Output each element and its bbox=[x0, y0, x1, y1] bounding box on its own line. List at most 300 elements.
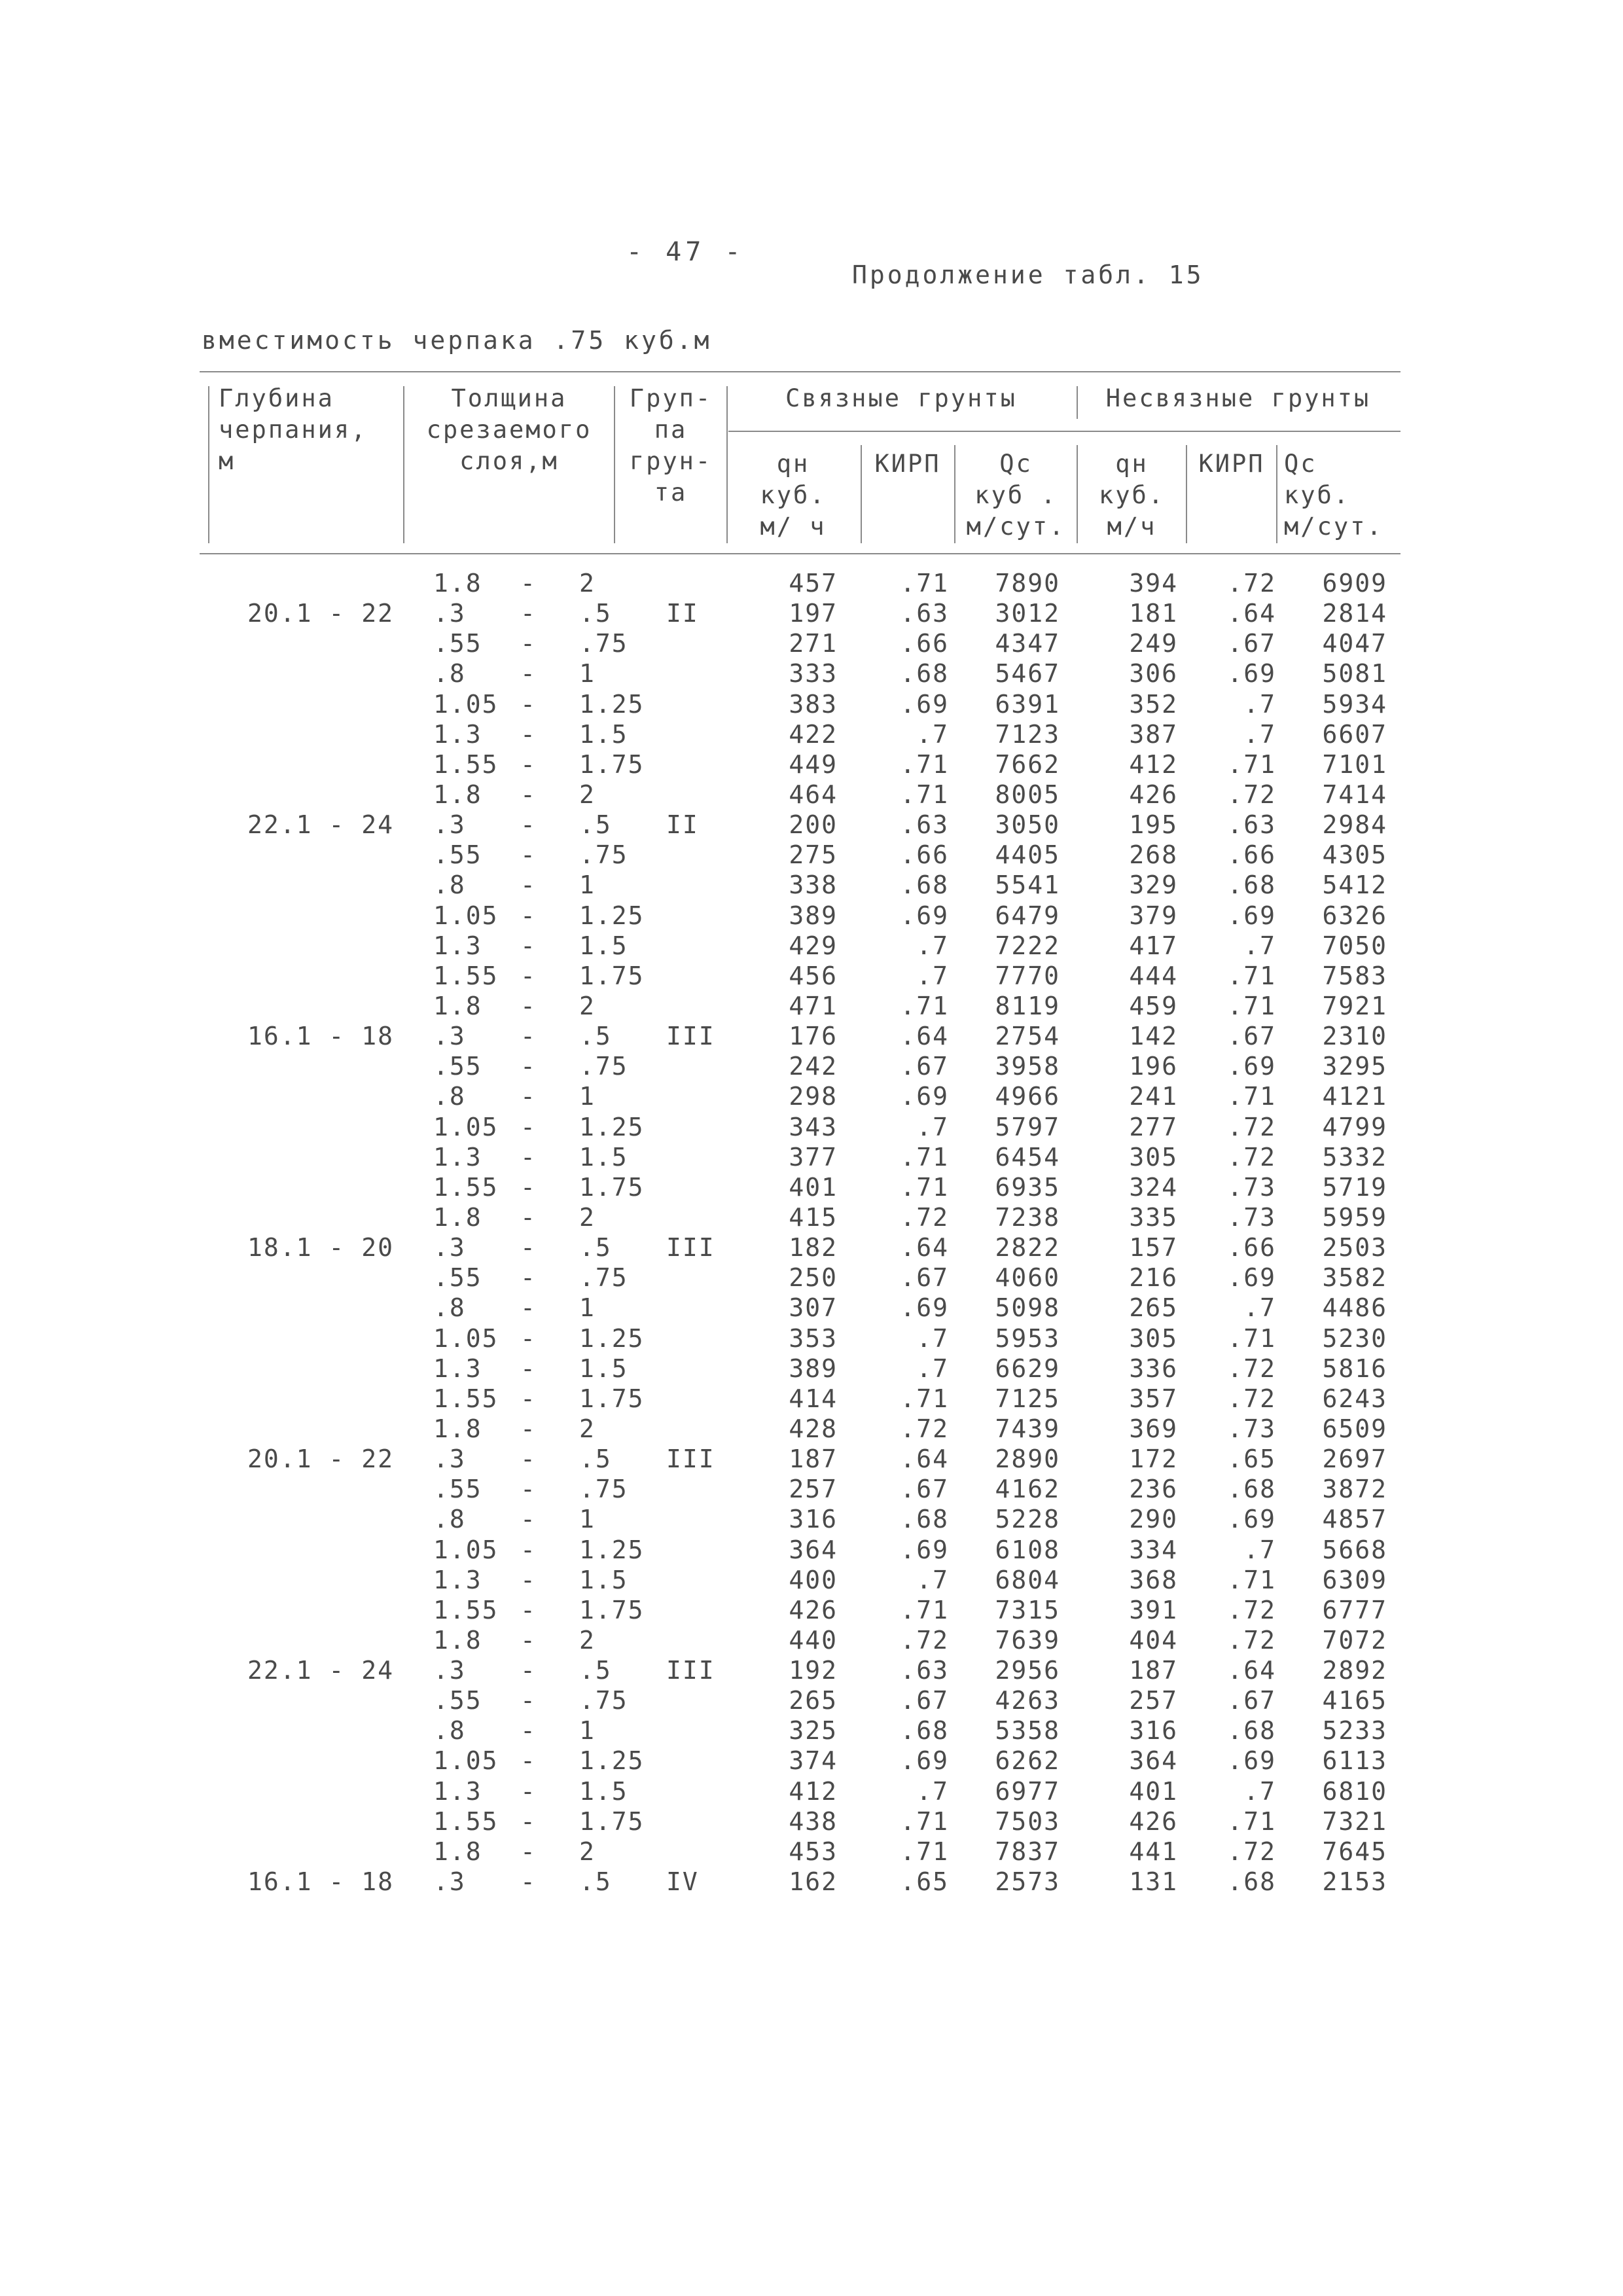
kirp-cohesive-cell: .66 bbox=[900, 840, 949, 870]
kirp-noncohesive-cell: .69 bbox=[1227, 659, 1276, 689]
qh-noncohesive-cell: 334 bbox=[1129, 1535, 1178, 1564]
qc-cohesive-cell: 4060 bbox=[995, 1263, 1060, 1293]
kirp-noncohesive-cell: .69 bbox=[1227, 1263, 1276, 1293]
kirp-cohesive-cell: .71 bbox=[900, 569, 949, 598]
thickness-to-cell: 2 bbox=[579, 1202, 596, 1232]
header-cohesive-soils: Связные грунты bbox=[785, 384, 1017, 412]
qh-noncohesive-cell: 417 bbox=[1129, 931, 1178, 960]
table-row bbox=[0, 991, 1623, 1021]
header-thickness: Толщина срезаемого слоя,м bbox=[426, 384, 592, 475]
thickness-to-cell: .75 bbox=[579, 840, 628, 870]
depth-cell: 20.1 - 22 bbox=[247, 1444, 394, 1474]
kirp-noncohesive-cell: .72 bbox=[1227, 1595, 1276, 1624]
qh-cohesive-cell: 383 bbox=[789, 689, 838, 719]
thickness-to-cell: .75 bbox=[579, 1686, 628, 1715]
thickness-from-cell: 1.3 bbox=[433, 1354, 482, 1383]
kirp-cohesive-cell: .67 bbox=[900, 1052, 949, 1081]
qc-noncohesive-cell: 6810 bbox=[1322, 1776, 1387, 1806]
qc-cohesive-cell: 2956 bbox=[995, 1656, 1060, 1685]
page-number: - 47 - bbox=[626, 237, 745, 267]
thickness-from-cell: 1.8 bbox=[433, 991, 482, 1020]
dash: - bbox=[520, 1323, 537, 1353]
qc-noncohesive-cell: 6243 bbox=[1322, 1384, 1387, 1413]
qh-cohesive-cell: 389 bbox=[789, 1354, 838, 1383]
qc-cohesive-cell: 6804 bbox=[995, 1565, 1060, 1594]
soil-group-cell: III bbox=[666, 1656, 715, 1685]
qc-noncohesive-cell: 6777 bbox=[1322, 1595, 1387, 1624]
kirp-cohesive-cell: .71 bbox=[900, 749, 949, 779]
qh-cohesive-cell: 333 bbox=[789, 659, 838, 689]
table-row bbox=[0, 628, 1623, 658]
qh-noncohesive-cell: 364 bbox=[1129, 1746, 1178, 1776]
qh-cohesive-cell: 457 bbox=[789, 569, 838, 598]
thickness-to-cell: 1.25 bbox=[579, 689, 645, 719]
thickness-from-cell: 1.3 bbox=[433, 719, 482, 749]
thickness-to-cell: .75 bbox=[579, 1263, 628, 1293]
qh-cohesive-cell: 456 bbox=[789, 961, 838, 990]
kirp-noncohesive-cell: .64 bbox=[1227, 1656, 1276, 1685]
qc-noncohesive-cell: 7414 bbox=[1322, 780, 1387, 809]
table-row bbox=[0, 1293, 1623, 1323]
qc-cohesive-cell: 5953 bbox=[995, 1323, 1060, 1353]
dash: - bbox=[520, 1293, 537, 1323]
qh-cohesive-cell: 265 bbox=[789, 1686, 838, 1715]
qh-cohesive-cell: 471 bbox=[789, 991, 838, 1020]
table-row bbox=[0, 658, 1623, 689]
thickness-to-cell: 1 bbox=[579, 1716, 596, 1746]
qh-cohesive-cell: 438 bbox=[789, 1806, 838, 1836]
qh-noncohesive-cell: 316 bbox=[1129, 1716, 1178, 1746]
qc-noncohesive-cell: 6326 bbox=[1322, 901, 1387, 930]
thickness-from-cell: .3 bbox=[433, 1444, 466, 1474]
thickness-from-cell: 1.05 bbox=[433, 1535, 499, 1564]
table-row bbox=[0, 598, 1623, 628]
kirp-noncohesive-cell: .72 bbox=[1227, 1354, 1276, 1383]
dash: - bbox=[520, 901, 537, 930]
table-row bbox=[0, 749, 1623, 780]
qc-noncohesive-cell: 7321 bbox=[1322, 1806, 1387, 1836]
table-row bbox=[0, 1323, 1623, 1354]
dash: - bbox=[520, 629, 537, 658]
qh-noncohesive-cell: 181 bbox=[1129, 599, 1178, 628]
kirp-noncohesive-cell: .71 bbox=[1227, 991, 1276, 1020]
thickness-to-cell: 2 bbox=[579, 1837, 596, 1866]
kirp-cohesive-cell: .63 bbox=[900, 599, 949, 628]
table-row bbox=[0, 901, 1623, 931]
kirp-noncohesive-cell: .73 bbox=[1227, 1414, 1276, 1443]
qc-cohesive-cell: 6977 bbox=[995, 1776, 1060, 1806]
thickness-to-cell: .5 bbox=[579, 1867, 612, 1897]
qh-cohesive-cell: 343 bbox=[789, 1112, 838, 1141]
thickness-from-cell: .3 bbox=[433, 1233, 466, 1263]
kirp-cohesive-cell: .68 bbox=[900, 870, 949, 900]
qc-cohesive-cell: 2754 bbox=[995, 1022, 1060, 1051]
qh-cohesive-cell: 453 bbox=[789, 1837, 838, 1866]
dash: - bbox=[520, 1505, 537, 1534]
table-row bbox=[0, 1384, 1623, 1414]
table-row bbox=[0, 961, 1623, 991]
thickness-from-cell: 1.8 bbox=[433, 1414, 482, 1443]
thickness-to-cell: 1.25 bbox=[579, 901, 645, 930]
qc-cohesive-cell: 4347 bbox=[995, 629, 1060, 658]
thickness-from-cell: 1.3 bbox=[433, 1565, 482, 1594]
qc-cohesive-cell: 4405 bbox=[995, 840, 1060, 870]
depth-cell: 22.1 - 24 bbox=[247, 810, 394, 840]
dash: - bbox=[520, 840, 537, 870]
thickness-from-cell: .3 bbox=[433, 1867, 466, 1897]
qh-noncohesive-cell: 172 bbox=[1129, 1444, 1178, 1474]
thickness-from-cell: .8 bbox=[433, 1505, 466, 1534]
dash: - bbox=[520, 1837, 537, 1866]
kirp-cohesive-cell: .71 bbox=[900, 991, 949, 1020]
table-row bbox=[0, 840, 1623, 870]
table-row bbox=[0, 1142, 1623, 1172]
header-depth: Глубина черпания, м bbox=[219, 384, 368, 475]
thickness-to-cell: 1 bbox=[579, 1082, 596, 1111]
table-row bbox=[0, 870, 1623, 900]
table-row bbox=[0, 1685, 1623, 1715]
dash: - bbox=[520, 749, 537, 779]
qc-noncohesive-cell: 7583 bbox=[1322, 961, 1387, 990]
thickness-from-cell: 1.05 bbox=[433, 689, 499, 719]
qh-noncohesive-cell: 379 bbox=[1129, 901, 1178, 930]
qc-cohesive-cell: 2890 bbox=[995, 1444, 1060, 1474]
qc-noncohesive-cell: 4305 bbox=[1322, 840, 1387, 870]
dash: - bbox=[520, 1535, 537, 1564]
thickness-to-cell: 1.75 bbox=[579, 1172, 645, 1202]
thickness-from-cell: 1.3 bbox=[433, 931, 482, 960]
header-group-rule bbox=[728, 431, 1400, 432]
kirp-noncohesive-cell: .7 bbox=[1243, 1535, 1276, 1564]
kirp-noncohesive-cell: .7 bbox=[1243, 1776, 1276, 1806]
thickness-to-cell: 1 bbox=[579, 659, 596, 689]
qh-noncohesive-cell: 268 bbox=[1129, 840, 1178, 870]
qc-cohesive-cell: 6479 bbox=[995, 901, 1060, 930]
qc-cohesive-cell: 7315 bbox=[995, 1595, 1060, 1624]
header-qc-noncohesive: Qc куб. м/сут. bbox=[1284, 450, 1383, 541]
qc-noncohesive-cell: 7050 bbox=[1322, 931, 1387, 960]
qc-noncohesive-cell: 2697 bbox=[1322, 1444, 1387, 1474]
thickness-to-cell: .75 bbox=[579, 629, 628, 658]
qc-noncohesive-cell: 5959 bbox=[1322, 1202, 1387, 1232]
kirp-cohesive-cell: .72 bbox=[900, 1625, 949, 1655]
kirp-cohesive-cell: .7 bbox=[916, 931, 949, 960]
kirp-noncohesive-cell: .68 bbox=[1227, 870, 1276, 900]
kirp-cohesive-cell: .69 bbox=[900, 1082, 949, 1111]
table-continuation-label: Продолжение табл. 15 bbox=[852, 260, 1204, 289]
qh-cohesive-cell: 414 bbox=[789, 1384, 838, 1413]
thickness-from-cell: .55 bbox=[433, 1263, 482, 1293]
qh-noncohesive-cell: 336 bbox=[1129, 1354, 1178, 1383]
qc-cohesive-cell: 8005 bbox=[995, 780, 1060, 809]
dash: - bbox=[520, 1475, 537, 1504]
qh-noncohesive-cell: 187 bbox=[1129, 1656, 1178, 1685]
kirp-cohesive-cell: .71 bbox=[900, 1172, 949, 1202]
table-row bbox=[0, 719, 1623, 749]
soil-group-cell: IV bbox=[666, 1867, 699, 1897]
kirp-noncohesive-cell: .65 bbox=[1227, 1444, 1276, 1474]
kirp-noncohesive-cell: .7 bbox=[1243, 719, 1276, 749]
qh-cohesive-cell: 364 bbox=[789, 1535, 838, 1564]
kirp-noncohesive-cell: .69 bbox=[1227, 1746, 1276, 1776]
kirp-noncohesive-cell: .68 bbox=[1227, 1716, 1276, 1746]
kirp-cohesive-cell: .63 bbox=[900, 1656, 949, 1685]
soil-group-cell: III bbox=[666, 1233, 715, 1263]
qc-noncohesive-cell: 5233 bbox=[1322, 1716, 1387, 1746]
qc-noncohesive-cell: 2503 bbox=[1322, 1233, 1387, 1263]
qc-noncohesive-cell: 2892 bbox=[1322, 1656, 1387, 1685]
thickness-to-cell: 2 bbox=[579, 780, 596, 809]
qc-cohesive-cell: 3050 bbox=[995, 810, 1060, 840]
qh-noncohesive-cell: 324 bbox=[1129, 1172, 1178, 1202]
kirp-noncohesive-cell: .72 bbox=[1227, 1837, 1276, 1866]
thickness-to-cell: 1.5 bbox=[579, 1776, 628, 1806]
qh-cohesive-cell: 353 bbox=[789, 1323, 838, 1353]
qc-cohesive-cell: 7125 bbox=[995, 1384, 1060, 1413]
dash: - bbox=[520, 1595, 537, 1624]
qh-cohesive-cell: 449 bbox=[789, 749, 838, 779]
dash: - bbox=[520, 1052, 537, 1081]
qh-noncohesive-cell: 352 bbox=[1129, 689, 1178, 719]
header-kirp-cohesive: КИРП bbox=[874, 450, 941, 478]
kirp-noncohesive-cell: .71 bbox=[1227, 749, 1276, 779]
kirp-noncohesive-cell: .71 bbox=[1227, 1323, 1276, 1353]
qc-cohesive-cell: 5541 bbox=[995, 870, 1060, 900]
table-row bbox=[0, 1354, 1623, 1384]
qh-noncohesive-cell: 306 bbox=[1129, 659, 1178, 689]
kirp-cohesive-cell: .71 bbox=[900, 1837, 949, 1866]
thickness-from-cell: 1.55 bbox=[433, 1384, 499, 1413]
thickness-from-cell: 1.8 bbox=[433, 1202, 482, 1232]
kirp-cohesive-cell: .69 bbox=[900, 689, 949, 719]
kirp-cohesive-cell: .72 bbox=[900, 1202, 949, 1232]
qc-cohesive-cell: 4966 bbox=[995, 1082, 1060, 1111]
qh-noncohesive-cell: 441 bbox=[1129, 1837, 1178, 1866]
qh-cohesive-cell: 412 bbox=[789, 1776, 838, 1806]
dash: - bbox=[520, 1656, 537, 1685]
thickness-from-cell: 1.05 bbox=[433, 901, 499, 930]
table-row bbox=[0, 1414, 1623, 1444]
qh-noncohesive-cell: 391 bbox=[1129, 1595, 1178, 1624]
qh-cohesive-cell: 298 bbox=[789, 1082, 838, 1111]
table-row bbox=[0, 1051, 1623, 1081]
table-row bbox=[0, 1504, 1623, 1534]
qc-noncohesive-cell: 3582 bbox=[1322, 1263, 1387, 1293]
qh-noncohesive-cell: 394 bbox=[1129, 569, 1178, 598]
depth-cell: 20.1 - 22 bbox=[247, 599, 394, 628]
table-row bbox=[0, 1112, 1623, 1142]
qh-cohesive-cell: 275 bbox=[789, 840, 838, 870]
kirp-noncohesive-cell: .69 bbox=[1227, 1052, 1276, 1081]
kirp-cohesive-cell: .7 bbox=[916, 1323, 949, 1353]
kirp-cohesive-cell: .64 bbox=[900, 1233, 949, 1263]
table-row bbox=[0, 1595, 1623, 1625]
thickness-to-cell: 1.5 bbox=[579, 931, 628, 960]
kirp-cohesive-cell: .63 bbox=[900, 810, 949, 840]
kirp-noncohesive-cell: .72 bbox=[1227, 1625, 1276, 1655]
thickness-from-cell: 1.8 bbox=[433, 780, 482, 809]
dash: - bbox=[520, 1625, 537, 1655]
soil-group-cell: II bbox=[666, 810, 699, 840]
table-row bbox=[0, 1655, 1623, 1685]
kirp-noncohesive-cell: .71 bbox=[1227, 1565, 1276, 1594]
thickness-from-cell: .3 bbox=[433, 599, 466, 628]
kirp-noncohesive-cell: .7 bbox=[1243, 931, 1276, 960]
qc-cohesive-cell: 5467 bbox=[995, 659, 1060, 689]
qh-noncohesive-cell: 335 bbox=[1129, 1202, 1178, 1232]
qc-cohesive-cell: 4162 bbox=[995, 1475, 1060, 1504]
dash: - bbox=[520, 1112, 537, 1141]
qh-noncohesive-cell: 459 bbox=[1129, 991, 1178, 1020]
thickness-to-cell: 1 bbox=[579, 1505, 596, 1534]
kirp-noncohesive-cell: .73 bbox=[1227, 1202, 1276, 1232]
dash: - bbox=[520, 1867, 537, 1897]
qc-noncohesive-cell: 5668 bbox=[1322, 1535, 1387, 1564]
qc-cohesive-cell: 6262 bbox=[995, 1746, 1060, 1776]
qh-noncohesive-cell: 444 bbox=[1129, 961, 1178, 990]
kirp-noncohesive-cell: .63 bbox=[1227, 810, 1276, 840]
qh-cohesive-cell: 374 bbox=[789, 1746, 838, 1776]
thickness-from-cell: .8 bbox=[433, 1082, 466, 1111]
table-row bbox=[0, 1625, 1623, 1655]
qc-noncohesive-cell: 3295 bbox=[1322, 1052, 1387, 1081]
dash: - bbox=[520, 1082, 537, 1111]
kirp-cohesive-cell: .69 bbox=[900, 1535, 949, 1564]
qc-noncohesive-cell: 5934 bbox=[1322, 689, 1387, 719]
qc-cohesive-cell: 7837 bbox=[995, 1837, 1060, 1866]
depth-cell: 16.1 - 18 bbox=[247, 1867, 394, 1897]
thickness-to-cell: 1.25 bbox=[579, 1746, 645, 1776]
qc-noncohesive-cell: 3872 bbox=[1322, 1475, 1387, 1504]
kirp-cohesive-cell: .67 bbox=[900, 1686, 949, 1715]
thickness-from-cell: .55 bbox=[433, 629, 482, 658]
kirp-cohesive-cell: .7 bbox=[916, 1565, 949, 1594]
thickness-to-cell: .75 bbox=[579, 1475, 628, 1504]
thickness-from-cell: 1.05 bbox=[433, 1746, 499, 1776]
thickness-from-cell: 1.8 bbox=[433, 1625, 482, 1655]
depth-cell: 22.1 - 24 bbox=[247, 1656, 394, 1685]
bucket-capacity-caption: вместимость черпака .75 куб.м bbox=[202, 326, 712, 355]
table-body bbox=[0, 568, 1623, 1897]
thickness-to-cell: 2 bbox=[579, 1625, 596, 1655]
kirp-cohesive-cell: .71 bbox=[900, 1384, 949, 1413]
table-row bbox=[0, 1444, 1623, 1474]
kirp-cohesive-cell: .71 bbox=[900, 1595, 949, 1624]
qh-cohesive-cell: 426 bbox=[789, 1595, 838, 1624]
qh-cohesive-cell: 428 bbox=[789, 1414, 838, 1443]
table-row bbox=[0, 1776, 1623, 1806]
thickness-to-cell: 1.5 bbox=[579, 719, 628, 749]
qh-noncohesive-cell: 195 bbox=[1129, 810, 1178, 840]
qc-cohesive-cell: 2822 bbox=[995, 1233, 1060, 1263]
thickness-from-cell: .55 bbox=[433, 840, 482, 870]
kirp-cohesive-cell: .69 bbox=[900, 901, 949, 930]
dash: - bbox=[520, 1806, 537, 1836]
kirp-noncohesive-cell: .7 bbox=[1243, 1293, 1276, 1323]
qh-noncohesive-cell: 236 bbox=[1129, 1475, 1178, 1504]
qh-cohesive-cell: 271 bbox=[789, 629, 838, 658]
kirp-noncohesive-cell: .72 bbox=[1227, 780, 1276, 809]
kirp-noncohesive-cell: .72 bbox=[1227, 569, 1276, 598]
dash: - bbox=[520, 689, 537, 719]
qh-cohesive-cell: 257 bbox=[789, 1475, 838, 1504]
qh-cohesive-cell: 176 bbox=[789, 1022, 838, 1051]
kirp-cohesive-cell: .67 bbox=[900, 1263, 949, 1293]
thickness-from-cell: .8 bbox=[433, 870, 466, 900]
qh-cohesive-cell: 316 bbox=[789, 1505, 838, 1534]
thickness-to-cell: 1.75 bbox=[579, 1595, 645, 1624]
qc-noncohesive-cell: 4857 bbox=[1322, 1505, 1387, 1534]
qh-cohesive-cell: 242 bbox=[789, 1052, 838, 1081]
qh-cohesive-cell: 401 bbox=[789, 1172, 838, 1202]
qh-cohesive-cell: 400 bbox=[789, 1565, 838, 1594]
qh-cohesive-cell: 187 bbox=[789, 1444, 838, 1474]
dash: - bbox=[520, 991, 537, 1020]
kirp-cohesive-cell: .7 bbox=[916, 719, 949, 749]
qc-noncohesive-cell: 4047 bbox=[1322, 629, 1387, 658]
table-row bbox=[0, 810, 1623, 840]
qc-cohesive-cell: 7890 bbox=[995, 569, 1060, 598]
thickness-to-cell: .5 bbox=[579, 1656, 612, 1685]
qc-noncohesive-cell: 6113 bbox=[1322, 1746, 1387, 1776]
kirp-noncohesive-cell: .69 bbox=[1227, 901, 1276, 930]
qc-noncohesive-cell: 6909 bbox=[1322, 569, 1387, 598]
qc-cohesive-cell: 6935 bbox=[995, 1172, 1060, 1202]
kirp-noncohesive-cell: .71 bbox=[1227, 1082, 1276, 1111]
kirp-cohesive-cell: .66 bbox=[900, 629, 949, 658]
table-row bbox=[0, 1806, 1623, 1837]
header-kirp-noncohesive: КИРП bbox=[1198, 450, 1265, 478]
kirp-noncohesive-cell: .67 bbox=[1227, 629, 1276, 658]
qh-noncohesive-cell: 131 bbox=[1129, 1867, 1178, 1897]
qc-noncohesive-cell: 5230 bbox=[1322, 1323, 1387, 1353]
thickness-to-cell: 1.25 bbox=[579, 1323, 645, 1353]
qc-noncohesive-cell: 7101 bbox=[1322, 749, 1387, 779]
kirp-cohesive-cell: .7 bbox=[916, 1776, 949, 1806]
thickness-from-cell: 1.55 bbox=[433, 1172, 499, 1202]
kirp-noncohesive-cell: .72 bbox=[1227, 1112, 1276, 1141]
qh-cohesive-cell: 307 bbox=[789, 1293, 838, 1323]
kirp-cohesive-cell: .68 bbox=[900, 1716, 949, 1746]
table-row bbox=[0, 931, 1623, 961]
thickness-to-cell: 1.25 bbox=[579, 1535, 645, 1564]
thickness-to-cell: 1.25 bbox=[579, 1112, 645, 1141]
qc-cohesive-cell: 6391 bbox=[995, 689, 1060, 719]
kirp-cohesive-cell: .71 bbox=[900, 1142, 949, 1172]
qc-cohesive-cell: 5098 bbox=[995, 1293, 1060, 1323]
qc-cohesive-cell: 7503 bbox=[995, 1806, 1060, 1836]
header-group: Груп- па грун- та bbox=[629, 384, 713, 507]
qh-noncohesive-cell: 426 bbox=[1129, 780, 1178, 809]
qc-noncohesive-cell: 6509 bbox=[1322, 1414, 1387, 1443]
thickness-from-cell: .55 bbox=[433, 1052, 482, 1081]
kirp-noncohesive-cell: .66 bbox=[1227, 1233, 1276, 1263]
table-row bbox=[0, 1263, 1623, 1293]
qh-cohesive-cell: 162 bbox=[789, 1867, 838, 1897]
qh-cohesive-cell: 200 bbox=[789, 810, 838, 840]
thickness-to-cell: 1.75 bbox=[579, 1806, 645, 1836]
qc-noncohesive-cell: 2984 bbox=[1322, 810, 1387, 840]
qc-cohesive-cell: 7439 bbox=[995, 1414, 1060, 1443]
qh-cohesive-cell: 377 bbox=[789, 1142, 838, 1172]
qh-noncohesive-cell: 329 bbox=[1129, 870, 1178, 900]
kirp-cohesive-cell: .7 bbox=[916, 1112, 949, 1141]
thickness-from-cell: 1.55 bbox=[433, 1806, 499, 1836]
kirp-cohesive-cell: .69 bbox=[900, 1293, 949, 1323]
qh-noncohesive-cell: 401 bbox=[1129, 1776, 1178, 1806]
thickness-from-cell: .55 bbox=[433, 1475, 482, 1504]
thickness-to-cell: 2 bbox=[579, 1414, 596, 1443]
